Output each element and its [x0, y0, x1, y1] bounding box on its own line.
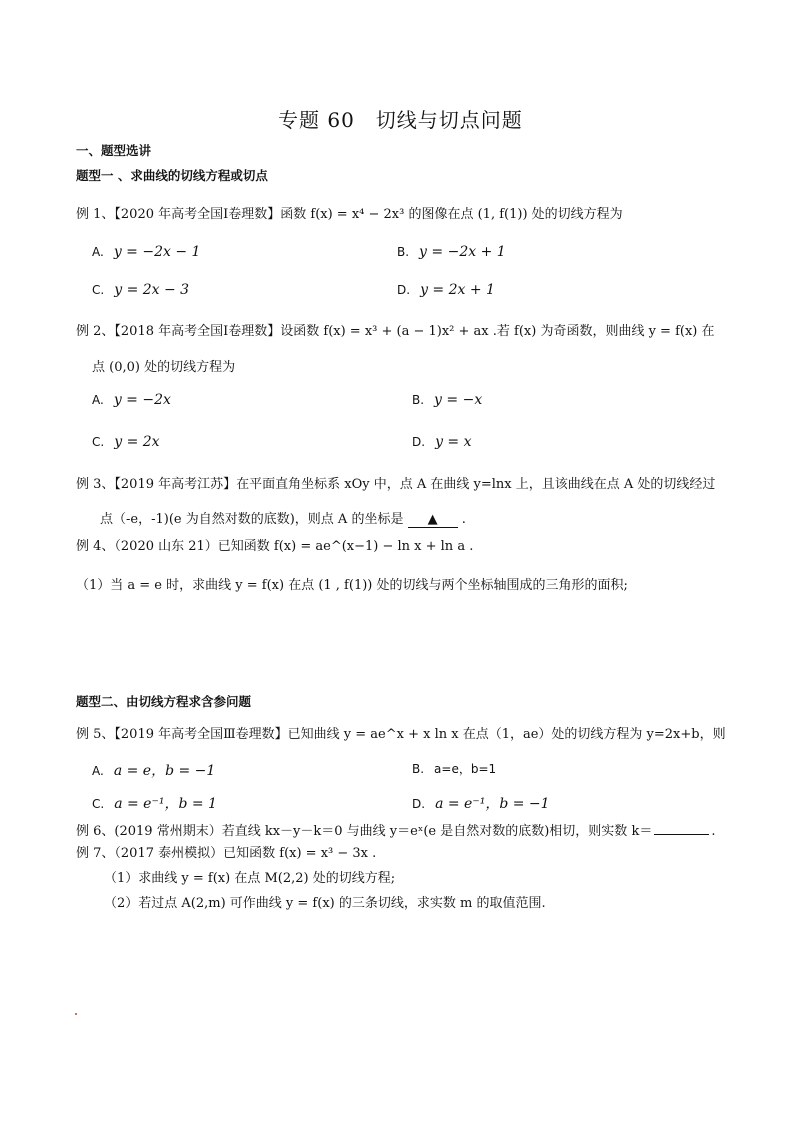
ex1-option-a [92, 244, 200, 260]
option-value: a = e⁻¹，b = 1 [114, 796, 217, 812]
option-value: y = −x [434, 392, 483, 408]
option-value: a = e⁻¹，b = −1 [435, 796, 550, 812]
ex7-question-line3: （2）若过点 A(2,m) 可作曲线 y = f(x) 的三条切线，求实数 m 的取值范围. [104, 896, 546, 911]
option-value: y = −2x [113, 392, 171, 408]
option-letter: D. [397, 283, 411, 297]
option-value: y = x [435, 434, 472, 450]
ex6-text: 例 6、(2019 常州期末）若直线 kx－y－k＝0 与曲线 y＝eˣ(e 是自然对数的底数)相切，则实数 k＝ [76, 824, 653, 839]
ex3-question-line2 [100, 508, 466, 528]
option-letter: B. [412, 393, 425, 407]
type2-heading: 题型二、由切线方程求含参问题 [76, 694, 252, 709]
option-value: y = −2x + 1 [419, 244, 506, 260]
ex2-option-d [412, 434, 472, 450]
ex2-question-line1: 例 2、【2018 年高考全国Ⅰ卷理数】设函数 f(x) = x³ + (a − 1)x² + ax .若 f(x) 为奇函数，则曲线 y = f(x) 在 [76, 324, 715, 339]
option-value: a = e，b = −1 [113, 763, 216, 779]
ex3-line2-text: 点（-e，-1)(e 为自然对数的底数)，则点 A 的坐标是 [100, 512, 404, 527]
ex2-question-line2: 点 (0,0) 处的切线方程为 [92, 360, 236, 375]
ex3-line2-end: . [461, 512, 466, 527]
ex2-option-a [92, 392, 171, 408]
option-letter: D. [412, 435, 426, 449]
ex5-option-d [412, 793, 550, 813]
ex4-question-line2: （1）当 a = e 时，求曲线 y = f(x) 在点 (1 , f(1)) 处的切线与两个坐标轴围成的三角形的面积; [76, 578, 628, 593]
option-value: y = 2x + 1 [420, 282, 495, 298]
ex3-question-line1: 例 3、【2019 年高考江苏】在平面直角坐标系 xOy 中，点 A 在曲线 y=lnx 上，且该曲线在点 A 处的切线经过 [76, 477, 716, 492]
ex1-question: 例 1、【2020 年高考全国Ⅰ卷理数】函数 f(x) = x⁴ − 2x³ 的图像在点 (1, f(1)) 处的切线方程为 [76, 207, 623, 222]
page-title: 专题 60 切线与切点问题 [278, 108, 523, 132]
option-letter: B. [397, 245, 410, 259]
ex4-question-line1: 例 4、（2020 山东 21）已知函数 f(x) = ae^(x−1) − ln x + ln a . [76, 539, 474, 554]
option-value: y = 2x [114, 434, 160, 450]
ex1-option-c [92, 282, 189, 298]
option-letter: A. [92, 764, 104, 778]
option-letter: C. [92, 435, 105, 449]
option-value: y = −2x − 1 [113, 244, 201, 260]
option-letter: B. [412, 762, 425, 776]
answer-blank [654, 834, 709, 835]
ex5-option-c [92, 793, 217, 813]
ex6-end: . [711, 824, 716, 839]
ex5-question: 例 5、【2019 年高考全国Ⅲ卷理数】已知曲线 y = ae^x + x ln x 在点（1，ae）处的切线方程为 y=2x+b，则 [76, 727, 726, 742]
ex1-option-b [397, 244, 506, 260]
option-letter: D. [412, 797, 426, 811]
stray-mark [75, 1013, 77, 1015]
option-letter: C. [92, 797, 105, 811]
option-letter: C. [92, 283, 105, 297]
section-heading: 一、题型选讲 [76, 143, 152, 158]
ex7-question-line2: （1）求曲线 y = f(x) 在点 M(2,2) 处的切线方程; [104, 871, 396, 886]
ex5-option-b [412, 760, 496, 777]
ex2-option-b [412, 392, 482, 408]
ex2-option-c [92, 434, 160, 450]
answer-blank: ▲ [408, 512, 458, 528]
ex5-option-a [92, 760, 215, 780]
ex7-question-line1: 例 7、（2017 泰州模拟）已知函数 f(x) = x³ − 3x . [76, 846, 377, 861]
option-value: a=e，b=1 [434, 762, 497, 776]
ex1-option-d [397, 282, 495, 298]
option-letter: A. [92, 245, 104, 259]
ex6-question [76, 820, 715, 839]
option-value: y = 2x − 3 [114, 282, 190, 298]
type1-heading: 题型一 、求曲线的切线方程或切点 [76, 168, 268, 183]
option-letter: A. [92, 393, 104, 407]
